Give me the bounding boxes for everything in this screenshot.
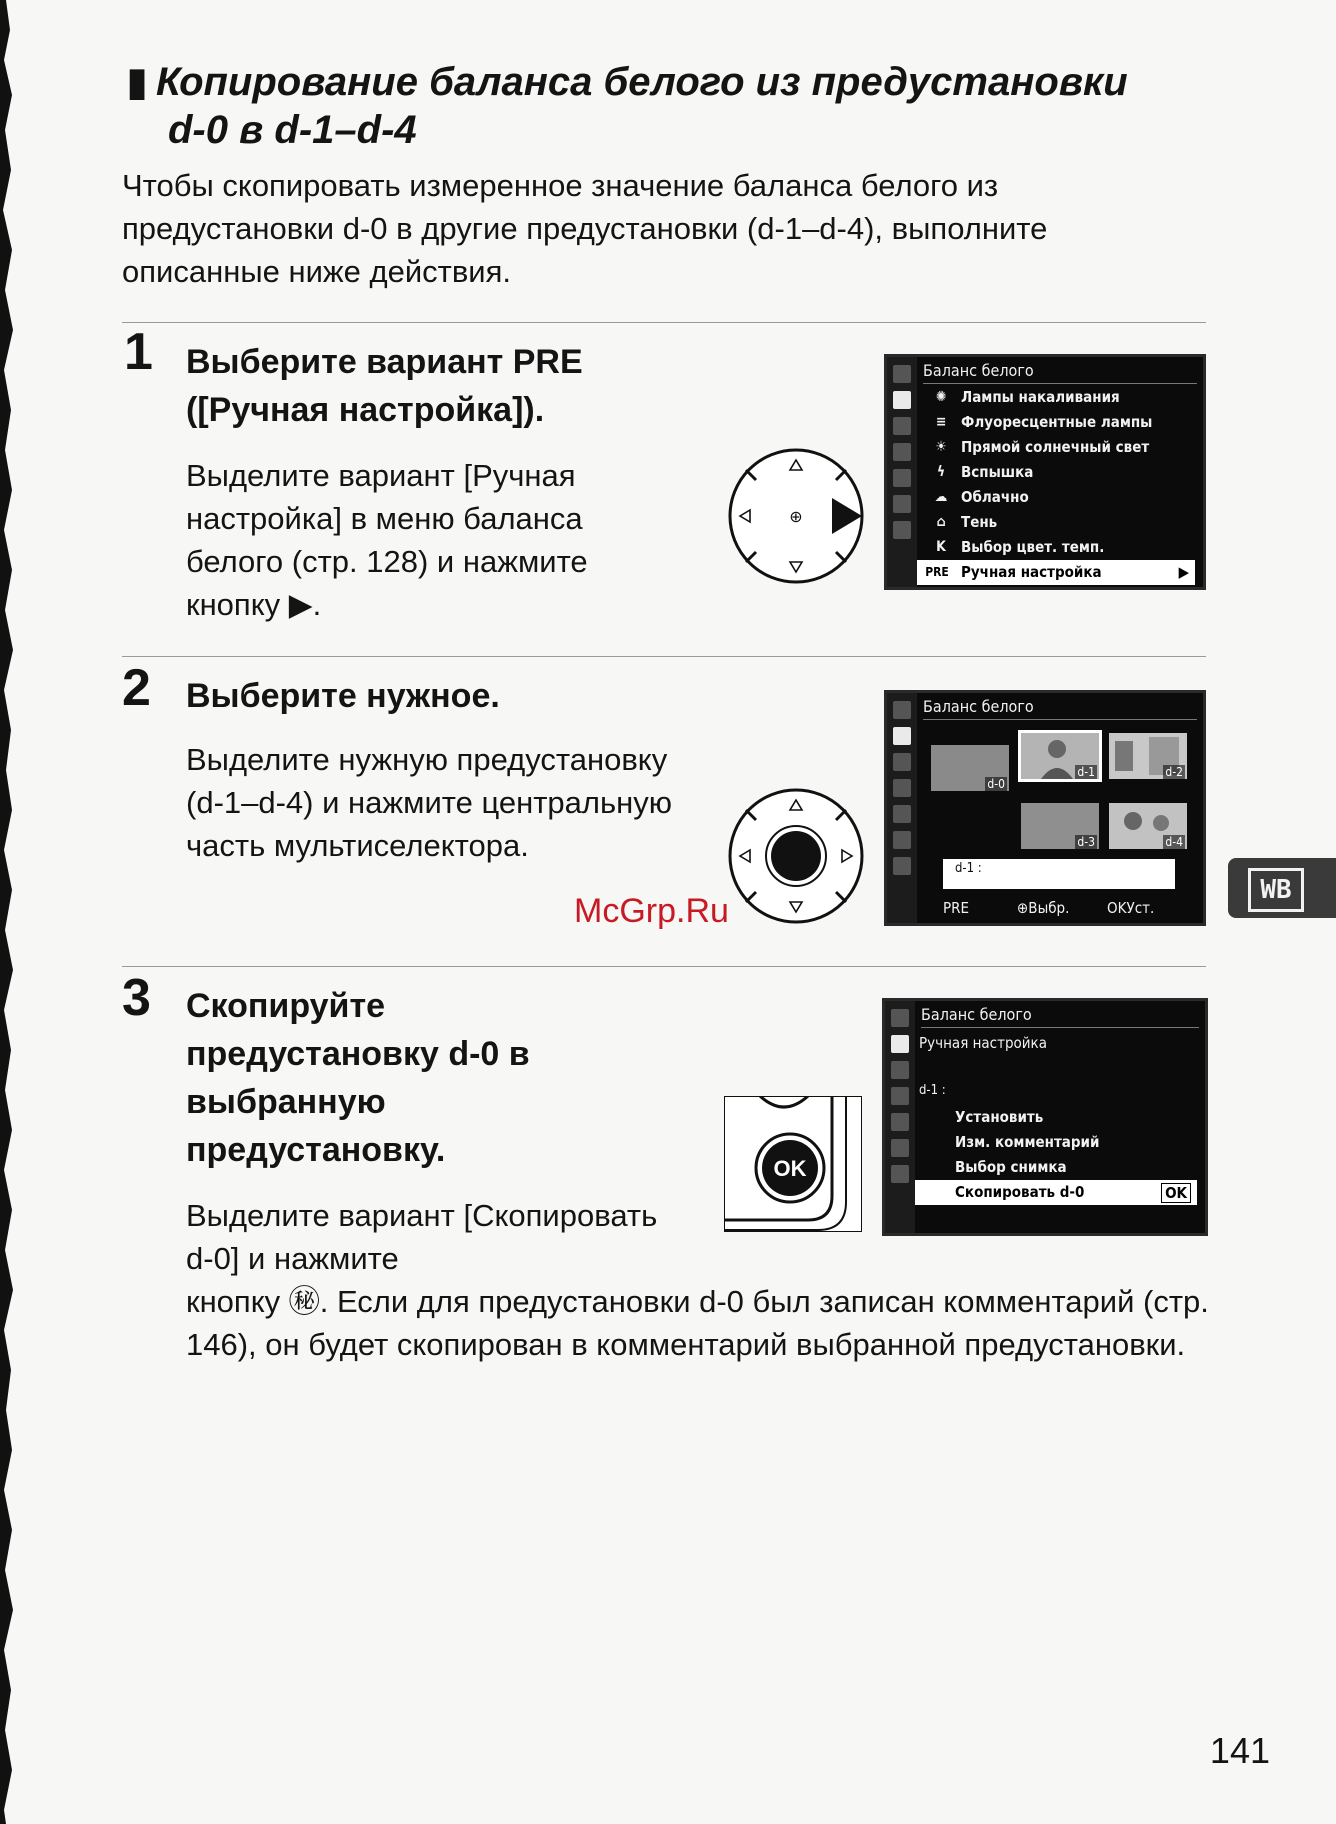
menu-item-incandescent[interactable] [917,385,1195,410]
preset-thumb-d4[interactable] [1109,803,1187,849]
binding-edge [0,0,14,1824]
cloud-icon: ☁ [934,489,948,505]
thumb-label: d-1 [1077,765,1095,779]
menu-item-copy-d0[interactable] [915,1180,1197,1205]
kelvin-icon: K [936,539,946,555]
menu-item-edit-comment[interactable] [915,1130,1197,1155]
sun-icon: ☀ [935,439,947,455]
footer-ok: OKУст. [1107,899,1155,917]
title-line-2: d-0 в d-1–d-4 [168,108,417,152]
fluorescent-icon: ≡ [935,414,947,430]
step-2-number: 2 [122,659,151,717]
camera-screen-preset-select [884,690,1206,926]
menu-item-label: Тень [961,513,998,531]
step-2-body: Выделите нужную предустановку (d-1–d-4) и нажмите центральную часть мультиселектора. [186,742,673,863]
menu-item-shade[interactable] [917,510,1195,535]
menu-item-flash[interactable] [917,460,1195,485]
screen3-header: Баланс белого [921,1003,1199,1028]
footer-select: ⊕Выбр. [1017,899,1070,917]
step-3-number: 3 [122,969,151,1027]
thumb-label: d-2 [1165,765,1183,779]
incandescent-icon: ✺ [935,389,947,405]
menu-item-select-image[interactable] [915,1155,1197,1180]
preset-thumb-d0[interactable] [931,745,1009,791]
menu-item-label: Выбор цвет. темп. [961,538,1105,556]
multi-selector-center-icon [726,786,866,926]
menu-item-label: Выбор снимка [955,1158,1067,1176]
ok-button-illustration [724,1096,862,1232]
screen2-footer [917,897,1197,919]
menu-item-label: Вспышка [961,463,1034,481]
step-1-title: Выберите вариант PRE ([Ручная настройка]). [186,343,583,429]
menu-item-label: Флуоресцентные лампы [961,413,1153,431]
screen1-header: Баланс белого [923,359,1197,384]
ok-label: OK [773,1156,807,1181]
title-bullet: ▮ [126,60,149,104]
page-number: 141 [1209,1730,1270,1771]
watermark: McGrp.Ru [574,892,729,930]
menu-item-direct-sunlight[interactable] [917,435,1195,460]
menu-item-label: Изм. комментарий [955,1133,1100,1151]
shade-icon: ⌂ [936,514,946,530]
section-tab-wb [1228,858,1336,918]
menu-item-color-temp[interactable] [917,535,1195,560]
thumb-label: d-4 [1165,835,1183,849]
divider [122,322,1206,323]
thumb-label: d-3 [1077,835,1095,849]
footer-pre: PRE [943,899,970,917]
menu-tab-column [885,1001,915,1233]
preset-thumb-d3[interactable] [1021,803,1099,849]
step-1-body: Выделите вариант [Ручная настройка] в меню баланса белого (стр. 128) и нажмите кнопку ▶. [186,458,588,622]
menu-tab-column [887,693,917,923]
ok-tag-icon: OK [1161,1183,1191,1203]
screen2-header: Баланс белого [923,695,1197,720]
menu-item-label: Скопировать d-0 [955,1183,1085,1201]
menu-item-label: Прямой солнечный свет [961,438,1150,456]
menu-item-preset-manual[interactable] [917,560,1195,585]
camera-screen-wb-menu [884,354,1206,590]
thumb-label: d-0 [987,777,1005,791]
menu-item-label: Лампы накаливания [961,388,1120,406]
multi-selector-right-icon [726,446,866,586]
step-2-title: Выберите нужное. [186,677,500,715]
step-3-body-short: Выделите вариант [Скопировать d-0] и нажмите [186,1198,658,1276]
intro-paragraph: Чтобы скопировать измеренное значение баланса белого из предустановки d-0 в другие предустановки (d-1–d-4), выполните описанные ниже действия. [122,168,1048,289]
menu-item-label: Облачно [961,488,1029,506]
right-arrow-icon: ▶ [1178,563,1189,581]
step-1-number: 1 [124,323,153,381]
menu-item-label: Установить [955,1108,1044,1126]
step-3-title: Скопируйте предустановку d-0 в выбранную предустановку. [186,987,530,1169]
step-3-body-full: кнопку ㊙. Если для предустановки d-0 был записан комментарий (стр. 146), он будет скопирован в комментарий выбранной предустановки. [186,1284,1209,1362]
preset-thumb-d1[interactable] [1021,733,1099,779]
wb-tab-label: WB [1248,868,1304,912]
menu-item-fluorescent[interactable] [917,410,1195,435]
camera-screen-manual-preset [882,998,1208,1236]
divider [122,966,1206,967]
screen3-subheader: Ручная настройка [919,1034,1047,1052]
menu-item-cloudy[interactable] [917,485,1195,510]
preset-info-box: d-1 : [943,859,1175,889]
divider [122,656,1206,657]
menu-item-set[interactable] [915,1105,1197,1130]
menu-item-label: Ручная настройка [961,563,1102,581]
preset-thumb-d2[interactable] [1109,733,1187,779]
pre-icon: PRE [925,565,949,579]
section-title [126,58,1226,154]
screen3-preset: d-1 : [919,1083,946,1098]
dial-center-symbol: ⊕ [789,507,803,526]
menu-tab-column [887,357,917,587]
flash-icon: ϟ [936,464,946,480]
title-line-1: Копирование баланса белого из предустановки [156,60,1128,104]
